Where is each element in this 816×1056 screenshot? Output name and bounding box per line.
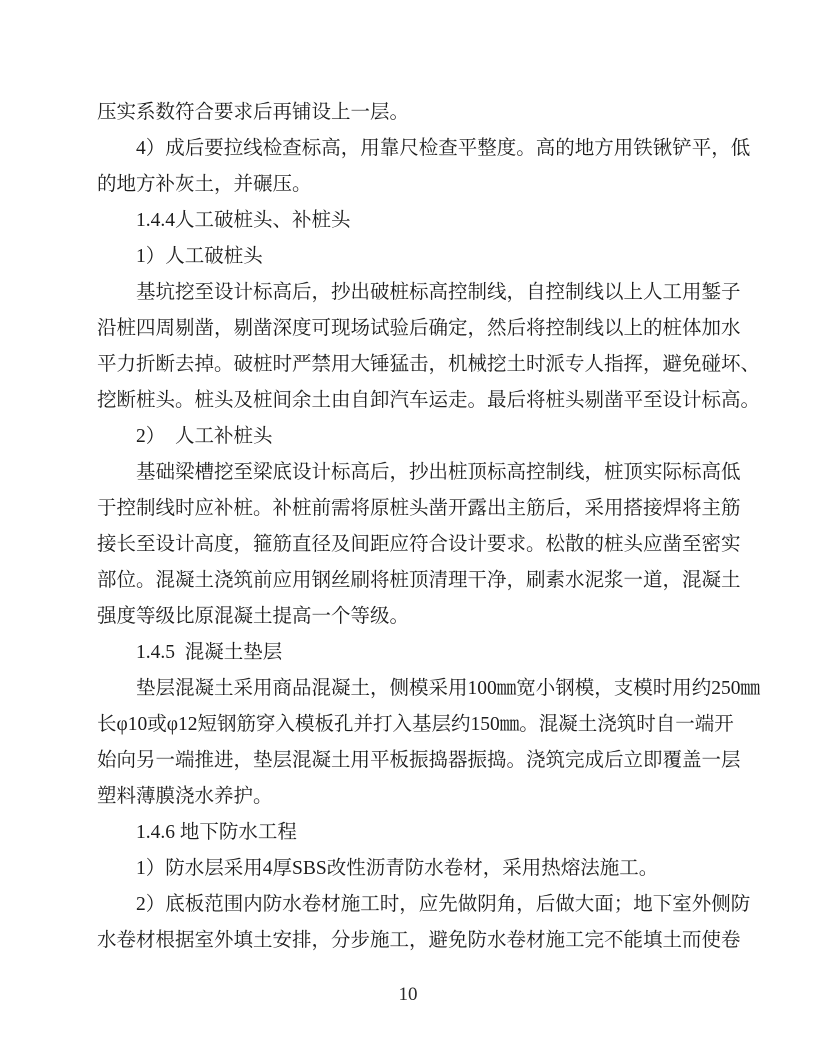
text-line: 的地方补灰土，并碾压。 bbox=[97, 174, 312, 195]
text-line: 强度等级比原混凝土提高一个等级。 bbox=[97, 606, 410, 627]
text-line: 部位。混凝土浇筑前应用钢丝刷将桩顶清理干净，刷素水泥浆一道，混凝土 bbox=[97, 570, 741, 591]
text-line: 1）防水层采用4厚SBS改性沥青防水卷材，采用热熔法施工。 bbox=[136, 858, 659, 879]
page-footer bbox=[0, 984, 816, 1006]
text-line: 始向另一端推进，垫层混凝土用平板振捣器振捣。浇筑完成后立即覆盖一层 bbox=[97, 750, 741, 771]
text-line: 接长至设计高度，箍筋直径及间距应符合设计要求。松散的桩头应凿至密实 bbox=[97, 534, 741, 555]
text-line: 垫层混凝土采用商品混凝土，侧模采用100㎜宽小钢模，支模时用约250㎜ bbox=[136, 678, 761, 699]
text-line: 挖断桩头。桩头及桩间余土由自卸汽车运走。最后将桩头剔凿平至设计标高。 bbox=[97, 390, 761, 411]
text-line: 1）人工破桩头 bbox=[136, 246, 263, 267]
text-line: 沿桩四周剔凿，剔凿深度可现场试验后确定，然后将控制线以上的桩体加水 bbox=[97, 318, 741, 339]
text-line: 平力折断去掉。破桩时严禁用大锤猛击，机械挖土时派专人指挥，避免碰坏、 bbox=[97, 354, 761, 375]
text-line: 压实系数符合要求后再铺设上一层。 bbox=[97, 102, 410, 123]
text-line: 1.4.5 混凝土垫层 bbox=[136, 642, 283, 663]
text-line: 1.4.4人工破桩头、补桩头 bbox=[136, 210, 351, 231]
text-line: 基础梁槽挖至梁底设计标高后，抄出桩顶标高控制线，桩顶实际标高低 bbox=[136, 462, 741, 483]
text-line: 塑料薄膜浇水养护。 bbox=[97, 786, 273, 807]
text-line: 2）底板范围内防水卷材施工时，应先做阴角，后做大面；地下室外侧防 bbox=[136, 894, 751, 915]
page-number: 10 bbox=[398, 984, 418, 1005]
text-line: 基坑挖至设计标高后，抄出破桩标高控制线，自控制线以上人工用錾子 bbox=[136, 282, 741, 303]
text-line: 2） 人工补桩头 bbox=[136, 426, 273, 447]
text-line: 4）成后要拉线检查标高，用靠尺检查平整度。高的地方用铁锹铲平，低 bbox=[136, 138, 751, 159]
text-line: 1.4.6 地下防水工程 bbox=[136, 822, 297, 843]
document-body bbox=[97, 95, 767, 959]
text-line: 于控制线时应补桩。补桩前需将原桩头凿开露出主筋后，采用搭接焊将主筋 bbox=[97, 498, 741, 519]
text-line: 长φ10或φ12短钢筋穿入模板孔并打入基层约150㎜。混凝土浇筑时自一端开 bbox=[97, 714, 734, 735]
text-line: 水卷材根据室外填土安排，分步施工，避免防水卷材施工完不能填土而使卷 bbox=[97, 930, 741, 951]
